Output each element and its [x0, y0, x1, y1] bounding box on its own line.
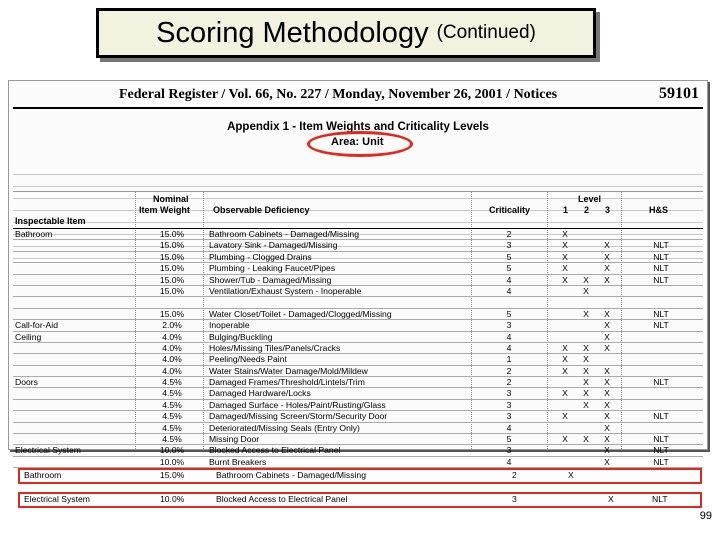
- cell-l1: X: [562, 229, 568, 239]
- cell-l3: X: [604, 251, 610, 262]
- cell-weight: 15.0%: [159, 229, 185, 239]
- cell-weight: 4.5%: [162, 377, 182, 388]
- table-row: [13, 434, 703, 445]
- header-level-3: 3: [605, 205, 611, 215]
- hl-weight: 15.0%: [160, 470, 185, 480]
- header-inspectable-item: Inspectable Item: [15, 216, 86, 226]
- header-level: Level: [578, 194, 602, 204]
- cell-deficiency: Damaged Hardware/Locks: [209, 388, 311, 399]
- cell-l1: X: [562, 388, 568, 399]
- slide-subtitle: (Continued): [436, 22, 536, 43]
- table-row: [13, 354, 703, 365]
- cell-l3: X: [604, 388, 610, 399]
- cell-deficiency: Ventilation/Exhaust System - Inoperable: [209, 285, 362, 296]
- cell-crit: 3: [506, 445, 512, 456]
- cell-l3: X: [604, 263, 610, 274]
- cell-weight: 15.0%: [159, 240, 185, 251]
- cell-l3: X: [604, 331, 610, 342]
- cell-weight: 15.0%: [159, 285, 185, 296]
- cell-l1: X: [562, 434, 568, 445]
- highlight-row-bathroom: [18, 468, 702, 484]
- cell-l2: X: [583, 399, 589, 410]
- cell-deficiency: Water Stains/Water Damage/Mold/Mildew: [209, 365, 368, 376]
- cell-l3: X: [604, 456, 610, 467]
- table-row: [13, 411, 703, 422]
- cell-deficiency: Damaged/Missing Screen/Storm/Security Door: [209, 411, 388, 422]
- cell-l3: X: [604, 308, 610, 319]
- table-row: [13, 229, 703, 240]
- table-row: [13, 263, 703, 274]
- cell-item: Bathroom: [15, 229, 53, 239]
- cell-l3: X: [604, 365, 610, 376]
- cell-l3: X: [604, 411, 610, 422]
- cell-deficiency: Deteriorated/Missing Seals (Entry Only): [209, 422, 360, 433]
- cell-crit: 4: [506, 456, 512, 467]
- cell-crit: 3: [506, 240, 512, 251]
- cell-l3: X: [604, 320, 610, 331]
- cell-hs: NLT: [653, 308, 669, 319]
- header-level-1: 1: [563, 205, 569, 215]
- cell-crit: 5: [506, 263, 512, 274]
- cell-crit: 4: [506, 331, 512, 342]
- cell-crit: 1: [506, 354, 512, 365]
- cell-weight: 15.0%: [159, 251, 185, 262]
- table-row: [13, 286, 703, 297]
- header-level-2: 2: [584, 205, 590, 215]
- cell-deficiency: Shower/Tub - Damaged/Missing: [209, 274, 332, 285]
- cell-weight: 4.0%: [162, 354, 182, 365]
- cell-crit: 3: [506, 411, 512, 422]
- cell-deficiency: Missing Door: [209, 434, 260, 445]
- slide-title: Scoring Methodology: [156, 16, 429, 49]
- cell-crit: 4: [506, 274, 512, 285]
- fr-header-page: 59101: [659, 85, 699, 102]
- area-highlight-circle: [307, 131, 413, 157]
- cell-item: Doors: [15, 377, 38, 388]
- cell-weight: 4.5%: [162, 388, 182, 399]
- cell-item: Call-for-Aid: [15, 320, 58, 331]
- cell-l3: X: [604, 240, 610, 251]
- cell-deficiency: Holes/Missing Tiles/Panels/Cracks: [209, 342, 341, 353]
- cell-weight: 4.0%: [162, 342, 182, 353]
- table-row: [13, 252, 703, 263]
- cell-deficiency: Blocked Access to Electrical Panel: [209, 445, 341, 456]
- cell-l1: X: [562, 263, 568, 274]
- header-nominal: Nominal: [153, 194, 189, 204]
- cell-l3: X: [604, 274, 610, 285]
- cell-l1: X: [562, 354, 568, 365]
- cell-l3: X: [604, 445, 610, 456]
- table-row: [13, 445, 703, 456]
- cell-crit: 3: [506, 388, 512, 399]
- cell-crit: 5: [506, 251, 512, 262]
- cell-l2: X: [583, 274, 589, 285]
- cell-crit: 3: [506, 320, 512, 331]
- cell-l2: X: [583, 342, 589, 353]
- criticality-table: [13, 191, 703, 468]
- cell-crit: 5: [506, 434, 512, 445]
- federal-register-scan: [8, 80, 708, 467]
- cell-deficiency: Plumbing - Leaking Faucet/Pipes: [209, 263, 336, 274]
- cell-deficiency: Plumbing - Clogged Drains: [209, 251, 312, 262]
- cell-l1: X: [562, 274, 568, 285]
- cell-hs: NLT: [653, 240, 669, 251]
- cell-deficiency: Water Closet/Toilet - Damaged/Clogged/Missing: [209, 308, 392, 319]
- hl-deficiency: Bathroom Cabinets - Damaged/Missing: [216, 470, 366, 480]
- hl-deficiency: Blocked Access to Electrical Panel: [216, 494, 348, 504]
- highlight-row-electrical: [18, 492, 702, 508]
- header-hs: H&S: [649, 205, 669, 215]
- cell-weight: 15.0%: [159, 274, 185, 285]
- table-row: [13, 400, 703, 411]
- cell-crit: 2: [506, 365, 512, 376]
- cell-hs: NLT: [653, 251, 669, 262]
- cell-l1: X: [562, 411, 568, 422]
- cell-weight: 10.0%: [159, 445, 185, 456]
- page-number: 99: [699, 510, 712, 522]
- cell-deficiency: Bulging/Buckling: [209, 331, 273, 342]
- appendix-title: Appendix 1 - Item Weights and Criticality Levels: [227, 121, 489, 133]
- cell-crit: 4: [506, 285, 512, 296]
- area-label: Area: Unit: [331, 136, 384, 148]
- table-row: [13, 366, 703, 377]
- cell-weight: 4.5%: [162, 422, 182, 433]
- table-row: [13, 309, 703, 320]
- cell-deficiency: Damaged Surface - Holes/Paint/Rusting/Glass: [209, 399, 386, 410]
- cell-weight: 4.0%: [162, 365, 182, 376]
- hl-item: Electrical System: [24, 494, 90, 504]
- cell-hs: NLT: [653, 263, 669, 274]
- table-row: [13, 275, 703, 286]
- table-row: [13, 343, 703, 354]
- cell-deficiency: Lavatory Sink - Damaged/Missing: [209, 240, 338, 251]
- header-item-weight: Item Weight: [139, 205, 190, 215]
- cell-item: Ceiling: [15, 331, 42, 342]
- cell-weight: 10.0%: [159, 456, 185, 467]
- cell-weight: 4.0%: [162, 331, 182, 342]
- hl-level-3: X: [608, 494, 614, 504]
- cell-l2: X: [583, 354, 589, 365]
- fr-header: [119, 85, 699, 105]
- table-row: [13, 457, 703, 468]
- cell-l2: X: [583, 365, 589, 376]
- cell-weight: 4.5%: [162, 434, 182, 445]
- header-rule: [13, 107, 703, 109]
- cell-weight: 2.0%: [162, 320, 182, 331]
- cell-l1: X: [562, 251, 568, 262]
- table-body: [13, 229, 703, 468]
- cell-weight: 15.0%: [159, 308, 185, 319]
- cell-weight: 4.5%: [162, 411, 182, 422]
- cell-hs: NLT: [653, 274, 669, 285]
- cell-l2: X: [583, 388, 589, 399]
- cell-l1: X: [562, 365, 568, 376]
- cell-deficiency: Damaged Frames/Threshold/Lintels/Trim: [209, 377, 365, 388]
- hl-hs: NLT: [652, 494, 668, 504]
- table-row: [13, 320, 703, 331]
- cell-hs: NLT: [653, 411, 669, 422]
- cell-l2: X: [583, 434, 589, 445]
- cell-crit: 4: [506, 342, 512, 353]
- cell-deficiency: Burnt Breakers: [209, 456, 267, 467]
- table-row: [13, 388, 703, 399]
- cell-deficiency: Inoperable: [209, 320, 250, 331]
- cell-hs: NLT: [653, 320, 669, 331]
- cell-hs: NLT: [653, 377, 669, 388]
- table-row: [13, 423, 703, 434]
- fr-header-citation: Federal Register / Vol. 66, No. 227 / Monday, November 26, 2001 / Notices: [119, 87, 558, 102]
- cell-l3: X: [604, 434, 610, 445]
- cell-crit: 4: [506, 422, 512, 433]
- cell-l3: X: [604, 377, 610, 388]
- slide-title-box: [96, 8, 596, 58]
- table-row: [13, 297, 703, 308]
- cell-weight: 15.0%: [159, 263, 185, 274]
- cell-l1: X: [562, 342, 568, 353]
- cell-l3: X: [604, 399, 610, 410]
- cell-hs: NLT: [653, 434, 669, 445]
- hl-level-1: X: [568, 470, 574, 480]
- cell-hs: NLT: [653, 445, 669, 456]
- table-row: [13, 240, 703, 251]
- header-criticality: Criticality: [489, 205, 531, 215]
- cell-deficiency: Peeling/Needs Paint: [209, 354, 287, 365]
- hl-weight: 10.0%: [160, 494, 185, 504]
- hl-criticality: 2: [512, 470, 517, 480]
- cell-crit: 5: [506, 308, 512, 319]
- cell-crit: 2: [506, 377, 512, 388]
- table-row: [13, 377, 703, 388]
- cell-item: Electrical System: [15, 445, 81, 456]
- hl-criticality: 3: [512, 494, 517, 504]
- table-row: [13, 332, 703, 343]
- hl-item: Bathroom: [24, 470, 62, 480]
- header-observable-deficiency: Observable Deficiency: [213, 205, 310, 215]
- cell-hs: NLT: [653, 456, 669, 467]
- cell-l3: X: [604, 342, 610, 353]
- cell-crit: 2: [506, 229, 512, 239]
- cell-l1: X: [562, 240, 568, 251]
- cell-l2: X: [583, 377, 589, 388]
- cell-l2: X: [583, 308, 589, 319]
- cell-weight: 4.5%: [162, 399, 182, 410]
- cell-l2: X: [583, 285, 589, 296]
- cell-crit: 3: [506, 399, 512, 410]
- table-header: [13, 191, 703, 229]
- cell-l3: X: [604, 422, 610, 433]
- cell-deficiency: Bathroom Cabinets - Damaged/Missing: [209, 229, 359, 239]
